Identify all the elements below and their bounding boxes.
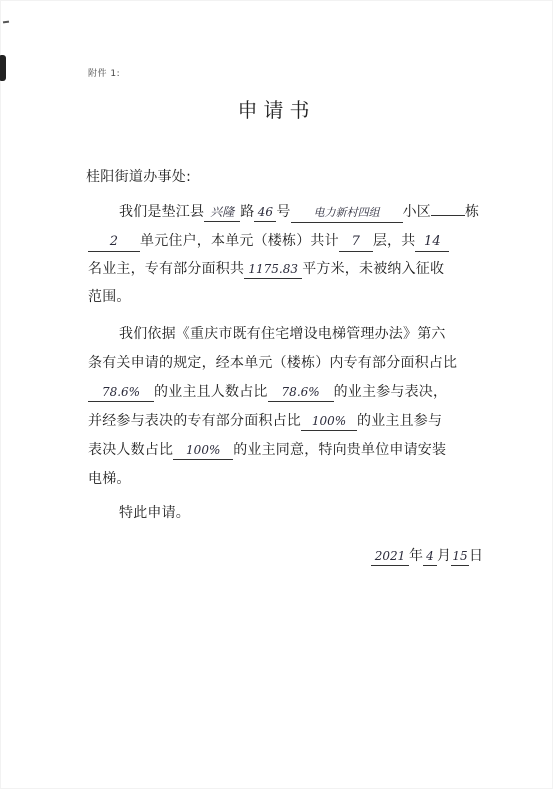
addressee: 桂阳街道办事处: xyxy=(86,169,192,185)
closing-text: 特此申请。 xyxy=(119,505,190,521)
community-name-field: 电力新村四组 xyxy=(291,204,403,223)
road-number-field: 46 xyxy=(254,203,276,222)
scan-speck xyxy=(3,21,9,24)
p1-line-4: 范围。 xyxy=(88,289,131,305)
voting-area-ratio-field: 100% xyxy=(301,412,357,431)
signature-date: 2021 年 4 月15日 xyxy=(371,545,483,566)
p1-line-3: 名业主，专有部分面积共 1175.83 平方米，未被纳入征收 xyxy=(88,261,445,277)
area-field: 1175.83 xyxy=(244,260,302,279)
building-field xyxy=(431,215,465,216)
scan-edge-mark xyxy=(0,55,6,81)
voting-people-ratio-field: 100% xyxy=(173,441,233,460)
date-year: 2021 xyxy=(371,547,409,566)
p2-line-3: 78.6% 的业主且人数占比 78.6% 的业主参与表决， xyxy=(88,381,447,402)
p2-line-2: 条有关申请的规定，经本单元（楼栋）内专有部分面积占比 xyxy=(88,355,458,371)
p1-line-1: 我们是垫江县 兴隆 路 46 号 电力新村四组 小区 栋 xyxy=(119,201,479,223)
p2-line-5: 表决人数占比 100% 的业主同意，特向贵单位申请安装 xyxy=(88,442,447,458)
date-day: 15 xyxy=(451,547,469,566)
people-ratio-field: 78.6% xyxy=(268,383,334,402)
road-name-field: 兴隆 xyxy=(204,203,240,222)
document-title: 申请书 xyxy=(237,98,316,122)
p2-line-6: 电梯。 xyxy=(88,471,131,487)
area-ratio-field: 78.6% xyxy=(88,383,154,402)
p2-line-4: 并经参与表决的专有部分面积占比 100% 的业主且参与 xyxy=(88,413,443,429)
unit-field: 2 xyxy=(88,233,140,252)
p1-line-2: 2 单元住户，本单元（楼栋）共计 7 层，共 14 xyxy=(88,230,449,252)
households-field: 14 xyxy=(415,233,449,252)
date-month: 4 xyxy=(423,547,437,566)
attachment-label: 附件 1: xyxy=(88,69,121,79)
p2-line-1: 我们依据《重庆市既有住宅增设电梯管理办法》第六 xyxy=(119,326,446,342)
floors-field: 7 xyxy=(339,233,373,252)
